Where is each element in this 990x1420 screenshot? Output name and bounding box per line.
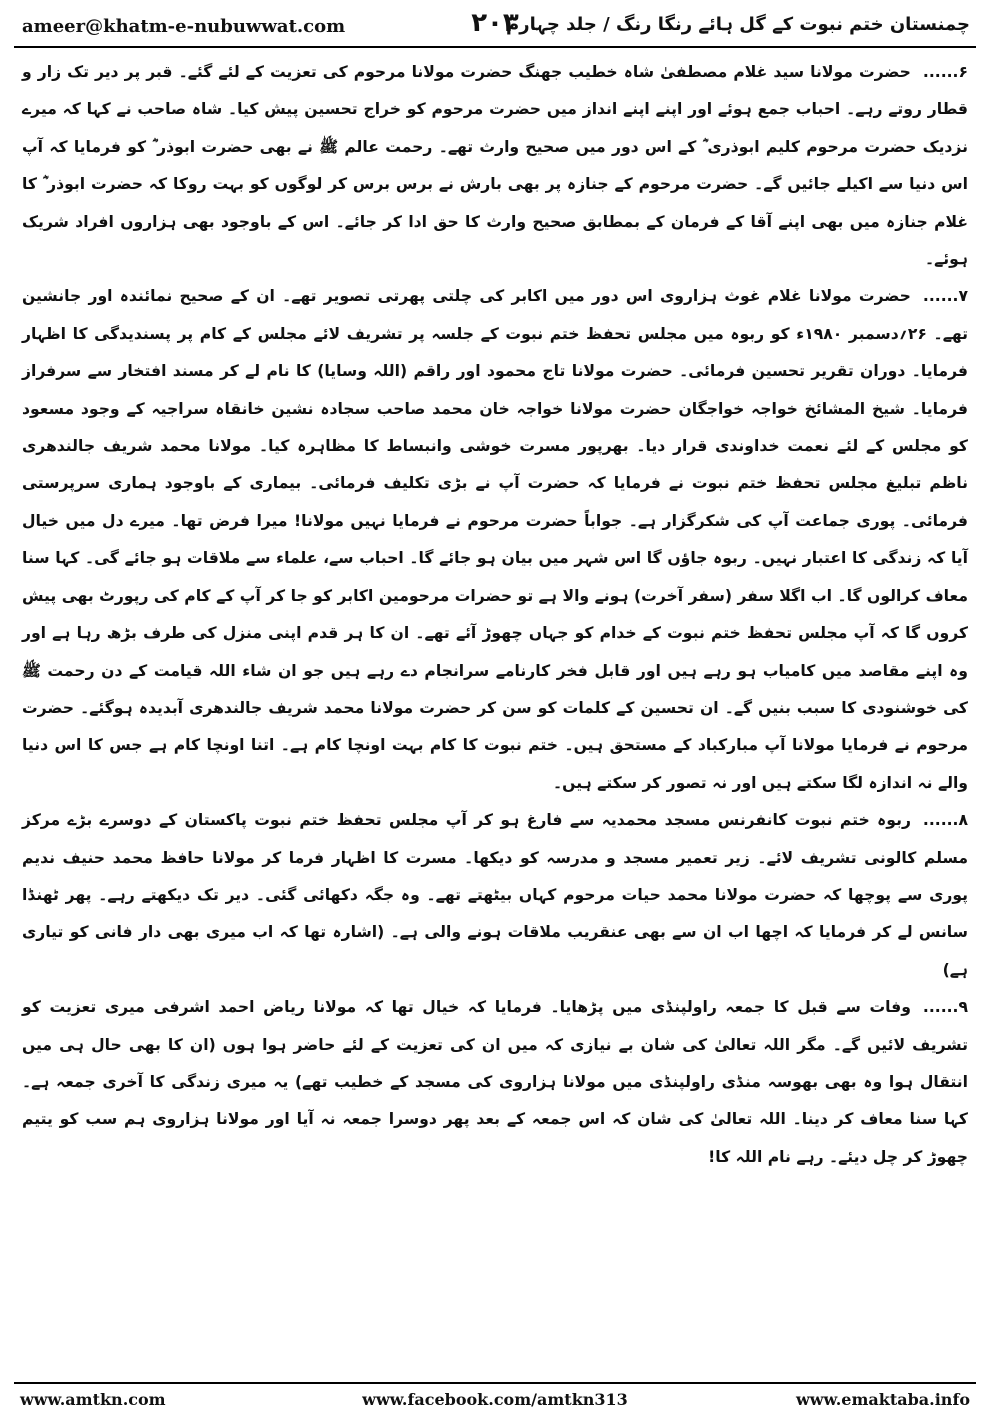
header-email[interactable]: ameer@khatm-e-nubuwwat.com bbox=[22, 16, 346, 37]
page-header bbox=[14, 8, 976, 42]
page-body bbox=[22, 54, 968, 1176]
header-divider bbox=[14, 46, 976, 48]
paragraph-text: ربوہ ختم نبوت کانفرنس مسجد محمدیہ سے فارغ ہو کر آپ مجلس تحفظ ختم نبوت پاکستان کے دوسرے بڑے مرکز مسلم کالونی تشریف لائے۔ زیر تعمیر مسجد و مدرسہ کو دیکھا۔ مسرت کا اظہار فرما کر مولانا حافظ محمد حنیف ندیم پوری سے پوچھا کہ حضرت مولانا محمد حیات مرحوم کہاں بیٹھتے تھے۔ وہ جگہ دکھائی گئی۔ دیر تک دیکھتے رہے۔ پھر ٹھنڈا سانس لے کر فرمایا کہ اچھا اب ان سے بھی عنقریب ملاقات ہونے والی ہے۔ (اشارہ تھا کہ اب میری بھی دار فانی کو تیاری ہے) bbox=[22, 811, 968, 979]
footer-link-amtkn[interactable]: www.amtkn.com bbox=[20, 1390, 166, 1409]
paragraph-8 bbox=[22, 802, 968, 989]
book-title: چمنستان ختم نبوت کے گل ہائے رنگا رنگ / جلد چہارم bbox=[506, 14, 970, 35]
paragraph-number: ۹...... bbox=[922, 998, 968, 1017]
paragraph-9 bbox=[22, 989, 968, 1176]
paragraph-text: حضرت مولانا غلام غوث ہزاروی اس دور میں اکابر کی چلتی پھرتی تصویر تھے۔ ان کے صحیح نمائندہ اور جانشین تھے۔ ۲۶؍دسمبر ۱۹۸۰ء کو ربوہ میں مجلس تحفظ ختم نبوت کے جلسہ پر تشریف لائے مجلس کے کام پر پسندیدگی کا اظہار فرمایا۔ دوران تقریر تحسین فرمائی۔ حضرت مولانا تاج محمود اور راقم (اللہ وسایا) کا نام لے کر مسند افتخار سے سرفراز فرمایا۔ شیخ المشائخ خواجہ خواجگان حضرت مولانا خواجہ خان محمد صاحب سجادہ نشین خانقاہ سراجیہ کے وجود مسعود کو مجلس کے لئے نعمت خداوندی قرار دیا۔ بھرپور مسرت خوشی وانبساط کا مظاہرہ کیا۔ مولانا محمد شریف جالندھری ناظم تبلیغ مجلس تحفظ ختم نبوت نے فرمایا کہ حضرت آپ نے بڑی تکلیف فرمائی۔ بیماری کے باوجود ہماری سرپرستی فرمائی۔ پوری جماعت آپ کی شکرگزار ہے۔ جواباً حضرت مرحوم نے فرمایا نہیں مولانا! میرا فرض تھا۔ میرے دل میں خیال آیا کہ زندگی کا اعتبار نہیں۔ ربوہ جاؤں گا اس شہر میں بیان ہو جائے گا۔ احباب سے، علماء سے ملاقات ہو جائے گی۔ کہا سنا معاف کرالوں گا۔ اب اگلا سفر (سفر آخرت) ہونے والا ہے تو حضرات مرحومین اکابر کو جا کر آپ کے کام کی رپورٹ بھی پیش کروں گا کہ آپ مجلس تحفظ ختم نبوت کے خدام کو جہاں چھوڑ آئے تھے۔ ان کا ہر قدم اپنی منزل کی طرف بڑھ رہا ہے اور وہ اپنے مقاصد میں کامیاب ہو رہے ہیں اور قابل فخر کارنامے سرانجام دے رہے ہیں جو ان شاء اللہ قیامت کے دن رحمت ﷺ کی خوشنودی کا سبب بنیں گے۔ ان تحسین کے کلمات کو سن کر حضرت مولانا محمد شریف جالندھری آبدیدہ ہوگئے۔ حضرت مرحوم نے فرمایا مولانا آپ مبارکباد کے مستحق ہیں۔ ختم نبوت کا کام بہت اونچا کام ہے۔ اتنا اونچا کام ہے جس کا اس دنیا والے نہ اندازہ لگا سکتے ہیں اور نہ تصور کر سکتے ہیں۔ bbox=[22, 287, 968, 792]
paragraph-7 bbox=[22, 278, 968, 802]
paragraph-text: حضرت مولانا سید غلام مصطفیٰ شاہ خطیب جھنگ حضرت مولانا مرحوم کی تعزیت کے لئے گئے۔ قبر پر دیر تک زار و قطار روتے رہے۔ احباب جمع ہوئے اور اپنے اپنے انداز میں حضرت مرحوم کو خراج تحسین پیش کیا۔ شاہ صاحب نے کہا کہ میرے نزدیک حضرت مرحوم کلیم ابوذری ؓ کے اس دور میں صحیح وارث تھے۔ رحمت عالم ﷺ نے بھی حضرت ابوذر ؓ کو فرمایا کہ آپ اس دنیا سے اکیلے جائیں گے۔ حضرت مرحوم کے جنازہ پر بھی بارش نے برس برس کر لوگوں کو بہت روکا کہ حضرت ابوذر ؓ کا غلام جنازہ میں بھی اپنے آقا کے فرمان کے بمطابق صحیح وارث کا حق ادا کر جائے۔ اس کے باوجود بھی ہزاروں افراد شریک ہوئے۔ bbox=[22, 63, 968, 269]
paragraph-6 bbox=[22, 54, 968, 278]
paragraph-number: ۸...... bbox=[922, 811, 968, 830]
page-number: ۲۰۳ bbox=[471, 8, 519, 38]
paragraph-number: ۷...... bbox=[922, 287, 968, 306]
paragraph-number: ۶...... bbox=[922, 63, 968, 81]
paragraph-text: وفات سے قبل کا جمعہ راولپنڈی میں پڑھایا۔ فرمایا کہ خیال تھا کہ مولانا ریاض احمد اشرفی میری تعزیت کو تشریف لائیں گے۔ مگر اللہ تعالیٰ کی شان بے نیازی کہ میں ان کی تعزیت کے لئے حاضر ہوا ہوں (ان کا بھی حال ہی میں انتقال ہوا وہ بھی بھوسہ منڈی راولپنڈی میں مولانا ہزاروی کی مسجد کے خطیب تھے) یہ میری زندگی کا آخری جمعہ ہے۔ کہا سنا معاف کر دینا۔ اللہ تعالیٰ کی شان کہ اس جمعہ کے بعد پھر دوسرا جمعہ نہ آیا اور مولانا ہزاروی ہم سب کو یتیم چھوڑ کر چل دیئے۔ رہے نام اللہ کا! bbox=[22, 998, 968, 1166]
page-footer bbox=[14, 1388, 976, 1414]
footer-link-facebook[interactable]: www.facebook.com/amtkn313 bbox=[362, 1390, 628, 1409]
footer-divider bbox=[14, 1382, 976, 1384]
footer-link-emaktaba[interactable]: www.emaktaba.info bbox=[796, 1390, 970, 1409]
